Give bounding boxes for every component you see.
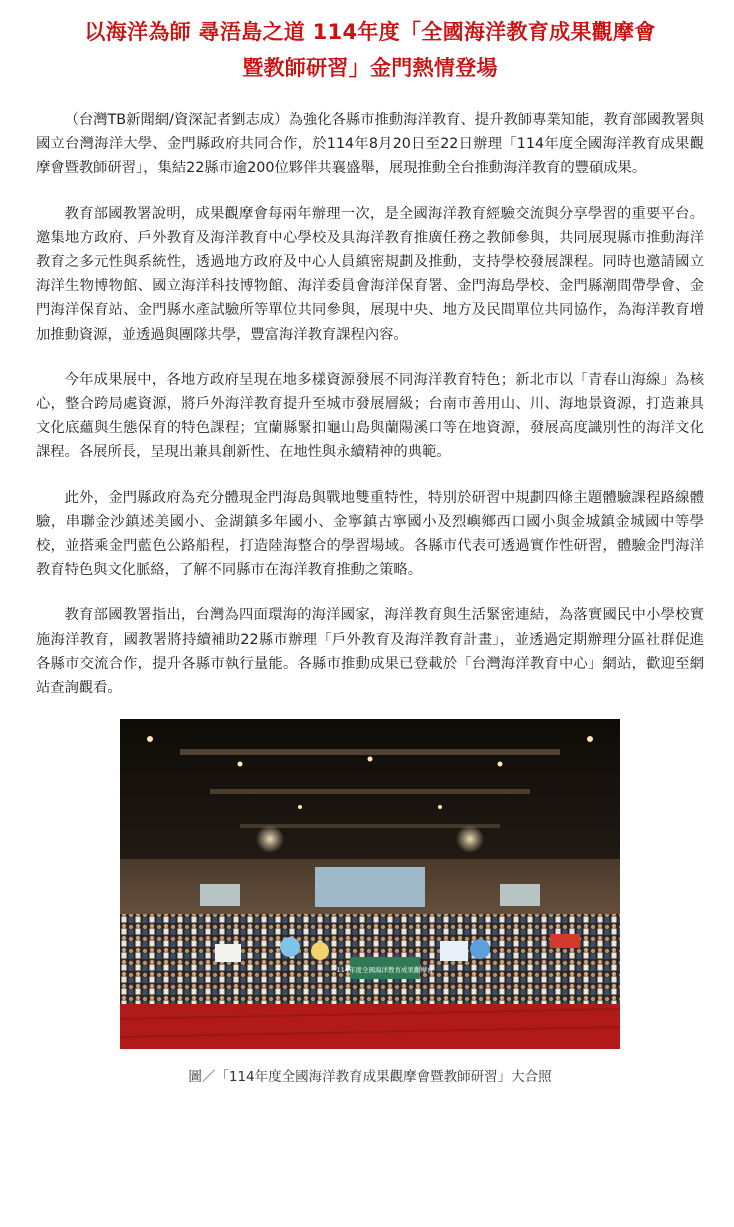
- banner-text: 114年度全國海洋教育成果觀摩會: [336, 966, 434, 975]
- headline-line-2: 暨教師研習」金門熱情登場: [242, 56, 498, 80]
- stage-screen: [315, 867, 425, 907]
- photo-caption: 圖／「114年度全國海洋教育成果觀摩會暨教師研習」大合照: [188, 1069, 552, 1086]
- headline-line-1: 以海洋為師 尋浯島之道 114年度「全國海洋教育成果觀摩會: [84, 20, 656, 44]
- paragraph-intro: （台灣TB新聞網/資深記者劉志成）為強化各縣市推動海洋教育、提升教師專業知能，教育部國教署與國立台灣海洋大學、金門縣政府共同合作，於114年8月20日至22日辦理「114年度全國海洋教育成果觀摩會暨教師研習」，集結22縣市逾200位夥伴共襄盛舉，展現推動全台推動海洋教育的豐碩成果。: [36, 112, 704, 177]
- photo-container: [36, 719, 704, 1049]
- group-photo: [120, 719, 620, 1049]
- paragraph-conclusion: 教育部國教署指出，台灣為四面環海的海洋國家，海洋教育與生活緊密連結，為落實國民中小學校實施海洋教育，國教署將持續補助22縣市辦理「戶外教育及海洋教育計畫」，並透過定期辦理分區社群促進各縣市交流合作，提升各縣市執行量能。各縣市推動成果已登載於「台灣海洋教育中心」網站，歡迎至網站查詢觀看。: [36, 607, 704, 697]
- article-headline: [36, 14, 704, 86]
- paragraph-kinmen-routes: 此外，金門縣政府為充分體現金門海島與戰地雙重特性，特別於研習中規劃四條主題體驗課程路線體驗，串聯金沙鎮述美國小、金湖鎮多年國小、金寧鎮古寧國小及烈嶼鄉西口國小與金城鎮金城國中等學校，並搭乘金門藍色公路船程，打造陸海整合的學習場域。各縣市代表可透過實作性研習，體驗金門海洋教育特色與文化脈絡，了解不同縣市在海洋教育推動之策略。: [36, 489, 704, 579]
- paragraph-exhibition: 今年成果展中，各地方政府呈現在地多樣資源發展不同海洋教育特色；新北市以「青春山海線」為核心，整合跨局處資源，將戶外海洋教育提升至城市發展層級；台南市善用山、川、海地景資源，打造兼具文化底蘊與生態保育的特色課程；宜蘭縣緊扣龜山島與蘭陽溪口等在地資源，發展高度識別性的海洋文化課程。各展所長，呈現出兼具創新性、在地性與永續精神的典範。: [36, 371, 704, 461]
- paragraph-platform: 教育部國教署說明，成果觀摩會每兩年辦理一次，是全國海洋教育經驗交流與分享學習的重要平台。邀集地方政府、戶外教育及海洋教育中心學校及具海洋教育推廣任務之教師參與，共同展現縣市推動海洋教育之多元性與系統性，透過地方政府及中心人員縝密規劃及推動，支持學校發展課程。同時也邀請國立海洋生物博物館、國立海洋科技博物館、海洋委員會海洋保育署、金門海島學校、金門縣潮間帶學會、金門海洋保育站、金門縣水產試驗所等單位共同參與，展現中央、地方及民間單位共同協作，為海洋教育增加推動資源，並透過與團隊共學，豐富海洋教育課程內容。: [36, 205, 704, 343]
